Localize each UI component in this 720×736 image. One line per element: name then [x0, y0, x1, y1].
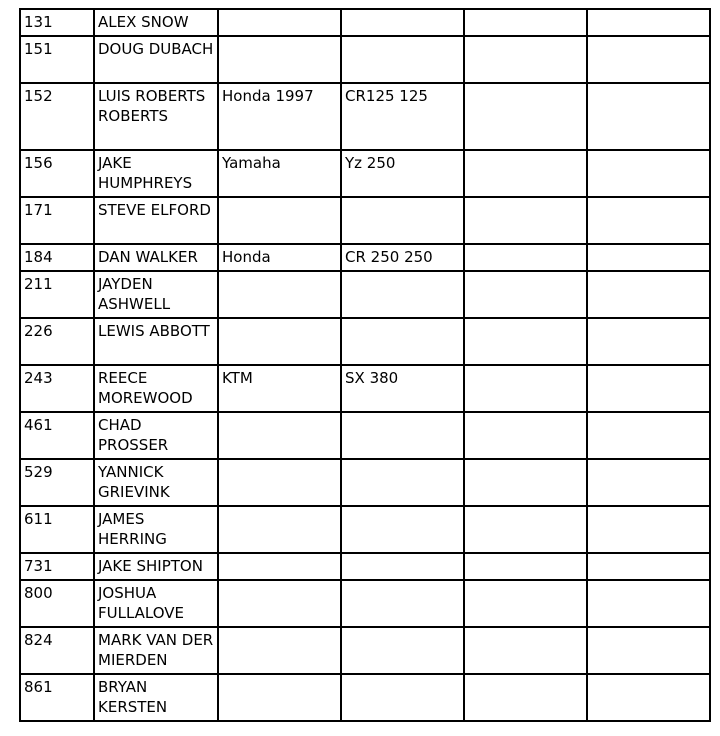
- empty-cell: [587, 83, 710, 150]
- table-row: [20, 580, 710, 627]
- empty-cell: [587, 553, 710, 580]
- empty-cell: [587, 506, 710, 553]
- rider-name: JAYDEN ASHWELL: [94, 271, 218, 318]
- bike-make: [218, 506, 341, 553]
- empty-cell: [587, 36, 710, 83]
- empty-cell: [464, 506, 587, 553]
- rider-number: 226: [20, 318, 94, 365]
- bike-model: [341, 271, 464, 318]
- empty-cell: [587, 318, 710, 365]
- rider-name: JAKE HUMPHREYS: [94, 150, 218, 197]
- empty-cell: [464, 83, 587, 150]
- table-row: [20, 9, 710, 36]
- empty-cell: [587, 271, 710, 318]
- rider-table: [19, 8, 711, 722]
- bike-model: Yz 250: [341, 150, 464, 197]
- bike-model: [341, 318, 464, 365]
- rider-number: 529: [20, 459, 94, 506]
- rider-name: JOSHUA FULLALOVE: [94, 580, 218, 627]
- table-row: [20, 459, 710, 506]
- empty-cell: [587, 9, 710, 36]
- bike-make: [218, 674, 341, 721]
- bike-model: SX 380: [341, 365, 464, 412]
- rider-name: LEWIS ABBOTT: [94, 318, 218, 365]
- table-row: [20, 674, 710, 721]
- bike-make: KTM: [218, 365, 341, 412]
- rider-number: 211: [20, 271, 94, 318]
- rider-number: 156: [20, 150, 94, 197]
- rider-number: 800: [20, 580, 94, 627]
- bike-model: [341, 553, 464, 580]
- bike-model: CR125 125: [341, 83, 464, 150]
- table-row: [20, 553, 710, 580]
- empty-cell: [464, 459, 587, 506]
- rider-name: YANNICK GRIEVINK: [94, 459, 218, 506]
- empty-cell: [587, 150, 710, 197]
- rider-name: DOUG DUBACH: [94, 36, 218, 83]
- rider-number: 731: [20, 553, 94, 580]
- rider-name: CHAD PROSSER: [94, 412, 218, 459]
- rider-number: 243: [20, 365, 94, 412]
- rider-number: 131: [20, 9, 94, 36]
- rider-number: 171: [20, 197, 94, 244]
- bike-make: [218, 36, 341, 83]
- bike-model: [341, 36, 464, 83]
- rider-name: MARK VAN DER MIERDEN: [94, 627, 218, 674]
- empty-cell: [587, 244, 710, 271]
- rider-number: 152: [20, 83, 94, 150]
- empty-cell: [587, 580, 710, 627]
- bike-make: [218, 412, 341, 459]
- bike-make: Yamaha: [218, 150, 341, 197]
- bike-model: [341, 197, 464, 244]
- empty-cell: [464, 244, 587, 271]
- empty-cell: [464, 412, 587, 459]
- empty-cell: [587, 365, 710, 412]
- rider-name: DAN WALKER: [94, 244, 218, 271]
- rider-number: 824: [20, 627, 94, 674]
- bike-make: Honda 1997: [218, 83, 341, 150]
- bike-model: [341, 412, 464, 459]
- bike-make: [218, 197, 341, 244]
- empty-cell: [587, 627, 710, 674]
- table-row: [20, 506, 710, 553]
- table-row: [20, 627, 710, 674]
- rider-name: ALEX SNOW: [94, 9, 218, 36]
- bike-make: [218, 459, 341, 506]
- bike-make: Honda: [218, 244, 341, 271]
- empty-cell: [587, 674, 710, 721]
- table-row: [20, 271, 710, 318]
- table-row: [20, 318, 710, 365]
- bike-model: [341, 627, 464, 674]
- rider-name: JAKE SHIPTON: [94, 553, 218, 580]
- empty-cell: [464, 36, 587, 83]
- rider-name: LUIS ROBERTS ROBERTS: [94, 83, 218, 150]
- table-row: [20, 244, 710, 271]
- bike-model: [341, 9, 464, 36]
- empty-cell: [464, 674, 587, 721]
- bike-make: [218, 627, 341, 674]
- bike-make: [218, 271, 341, 318]
- table-row: [20, 365, 710, 412]
- bike-make: [218, 9, 341, 36]
- empty-cell: [464, 150, 587, 197]
- table-row: [20, 83, 710, 150]
- rider-name: BRYAN KERSTEN: [94, 674, 218, 721]
- bike-model: [341, 674, 464, 721]
- empty-cell: [464, 365, 587, 412]
- empty-cell: [464, 580, 587, 627]
- rider-name: JAMES HERRING: [94, 506, 218, 553]
- empty-cell: [464, 627, 587, 674]
- rider-number: 151: [20, 36, 94, 83]
- bike-make: [218, 580, 341, 627]
- empty-cell: [587, 412, 710, 459]
- empty-cell: [464, 553, 587, 580]
- rider-number: 611: [20, 506, 94, 553]
- bike-model: CR 250 250: [341, 244, 464, 271]
- empty-cell: [464, 271, 587, 318]
- rider-number: 184: [20, 244, 94, 271]
- rider-number: 461: [20, 412, 94, 459]
- bike-model: [341, 580, 464, 627]
- bike-make: [218, 318, 341, 365]
- empty-cell: [464, 318, 587, 365]
- bike-make: [218, 553, 341, 580]
- empty-cell: [587, 197, 710, 244]
- empty-cell: [587, 459, 710, 506]
- empty-cell: [464, 197, 587, 244]
- rider-name: STEVE ELFORD: [94, 197, 218, 244]
- bike-model: [341, 506, 464, 553]
- rider-name: REECE MOREWOOD: [94, 365, 218, 412]
- table-row: [20, 197, 710, 244]
- empty-cell: [464, 9, 587, 36]
- table-row: [20, 36, 710, 83]
- rider-number: 861: [20, 674, 94, 721]
- bike-model: [341, 459, 464, 506]
- table-row: [20, 412, 710, 459]
- table-row: [20, 150, 710, 197]
